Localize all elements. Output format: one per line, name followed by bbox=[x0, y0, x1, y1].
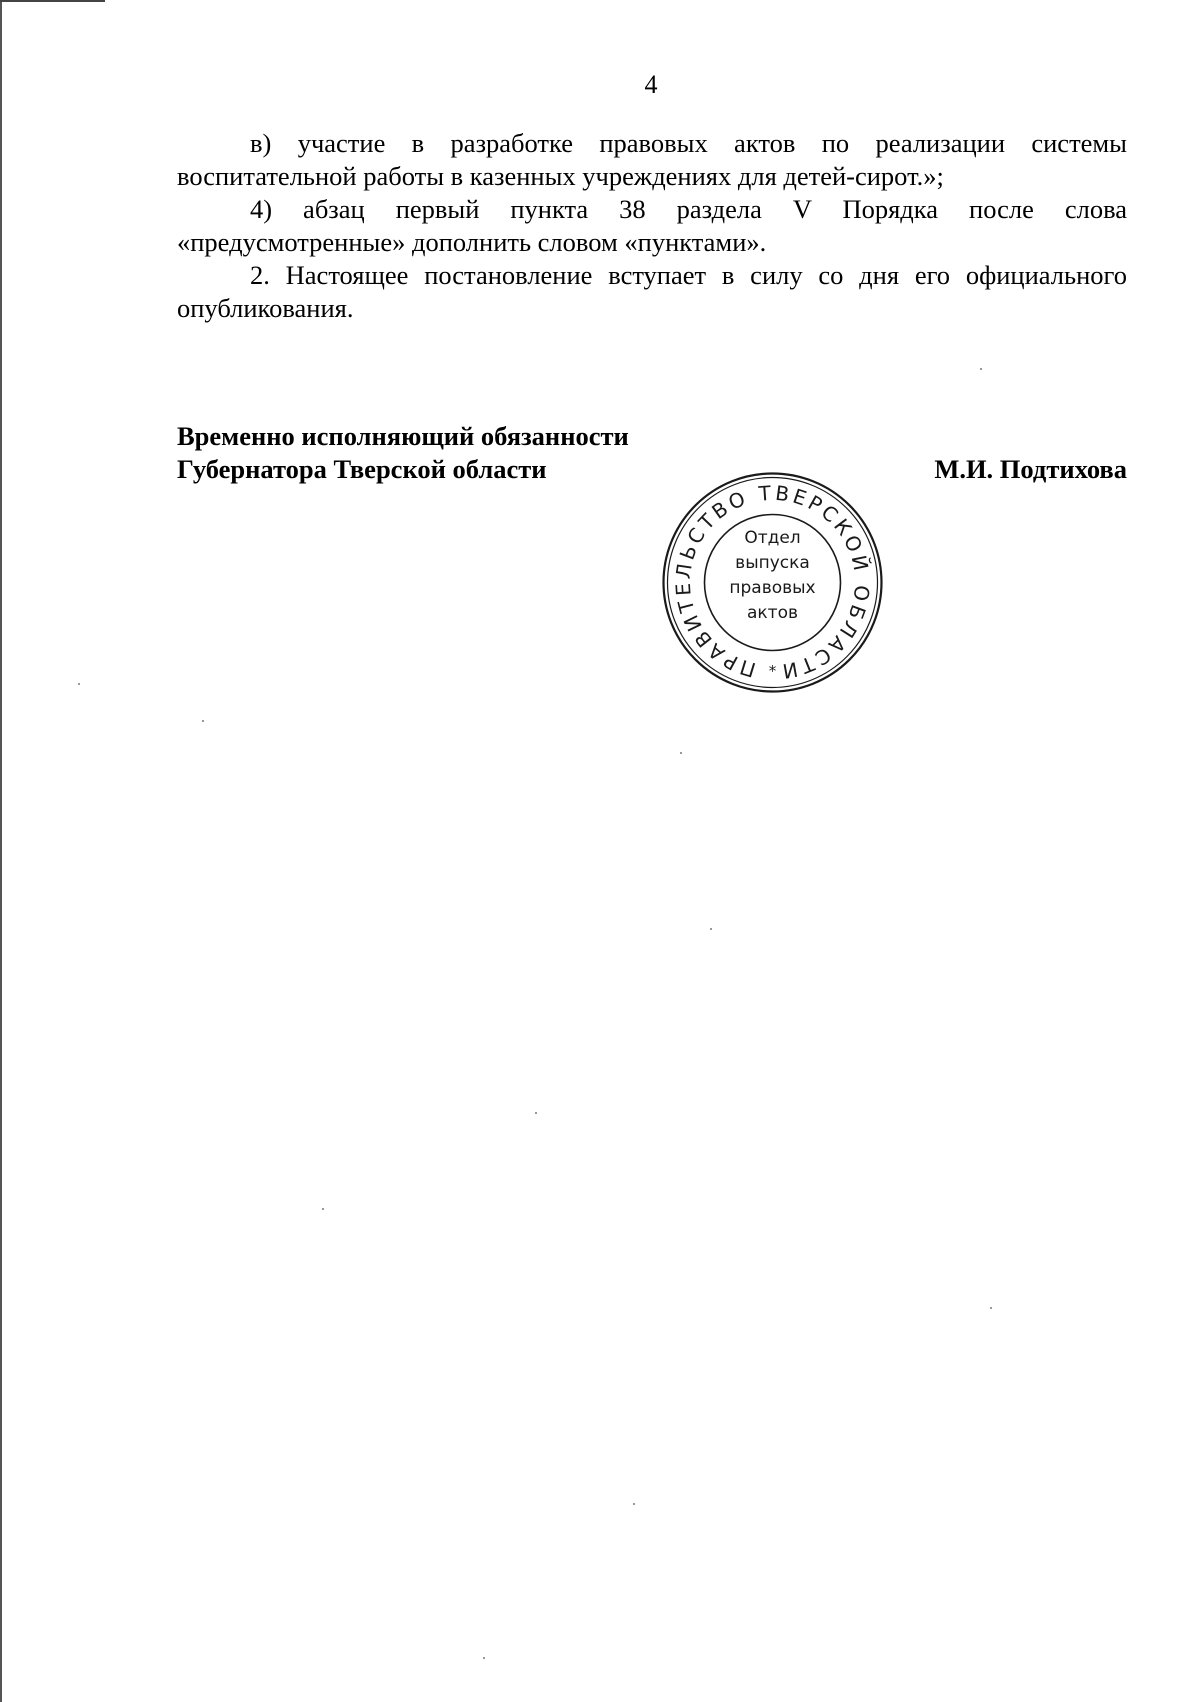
signatory-position-line1: Временно исполняющий обязанности bbox=[177, 421, 629, 451]
scan-speck bbox=[980, 368, 982, 370]
paragraph-subitem-v: в) участие в разработке правовых актов по реализации системы воспитательной работы в казенных учреждениях для детей-сирот.»; bbox=[177, 128, 1127, 191]
stamp-center-line-1: Отдел bbox=[744, 528, 801, 548]
scan-speck bbox=[680, 752, 682, 754]
scan-speck bbox=[78, 683, 80, 685]
scan-top-edge bbox=[0, 0, 105, 2]
signature-block bbox=[177, 420, 1127, 486]
scan-speck bbox=[633, 1503, 635, 1505]
paragraph-item-2-effective-date: 2. Настоящее постановление вступает в силу со дня его официального опубликования. bbox=[177, 260, 1127, 323]
stamp-center-line-2: выпуска bbox=[735, 553, 810, 573]
scan-speck bbox=[322, 1208, 324, 1210]
document-body bbox=[177, 127, 1127, 325]
scan-speck bbox=[202, 720, 204, 722]
signatory-position-line2: Губернатора Тверской области bbox=[177, 454, 547, 484]
signature-row bbox=[177, 453, 1127, 486]
scan-speck bbox=[710, 928, 712, 930]
stamp-ring-text: ПРАВИТЕЛЬСТВО ТВЕРСКОЙ ОБЛАСТИ bbox=[670, 480, 875, 684]
signatory-name: М.И. Подтихова bbox=[934, 454, 1127, 484]
stamp-star-mark: * bbox=[768, 662, 777, 680]
stamp-center-line-4: актов bbox=[746, 603, 799, 623]
official-seal-stamp bbox=[660, 470, 885, 695]
stamp-center-line-3: правовых bbox=[729, 578, 816, 598]
scan-speck bbox=[535, 1112, 537, 1114]
scan-left-edge bbox=[0, 0, 2, 1702]
paragraph-item-4: 4) абзац первый пункта 38 раздела V Порядка после слова «предусмотренные» дополнить словом «пунктами». bbox=[177, 194, 1127, 257]
scan-speck bbox=[990, 1307, 992, 1309]
scan-speck bbox=[483, 1657, 485, 1659]
page-number: 4 bbox=[644, 70, 658, 99]
